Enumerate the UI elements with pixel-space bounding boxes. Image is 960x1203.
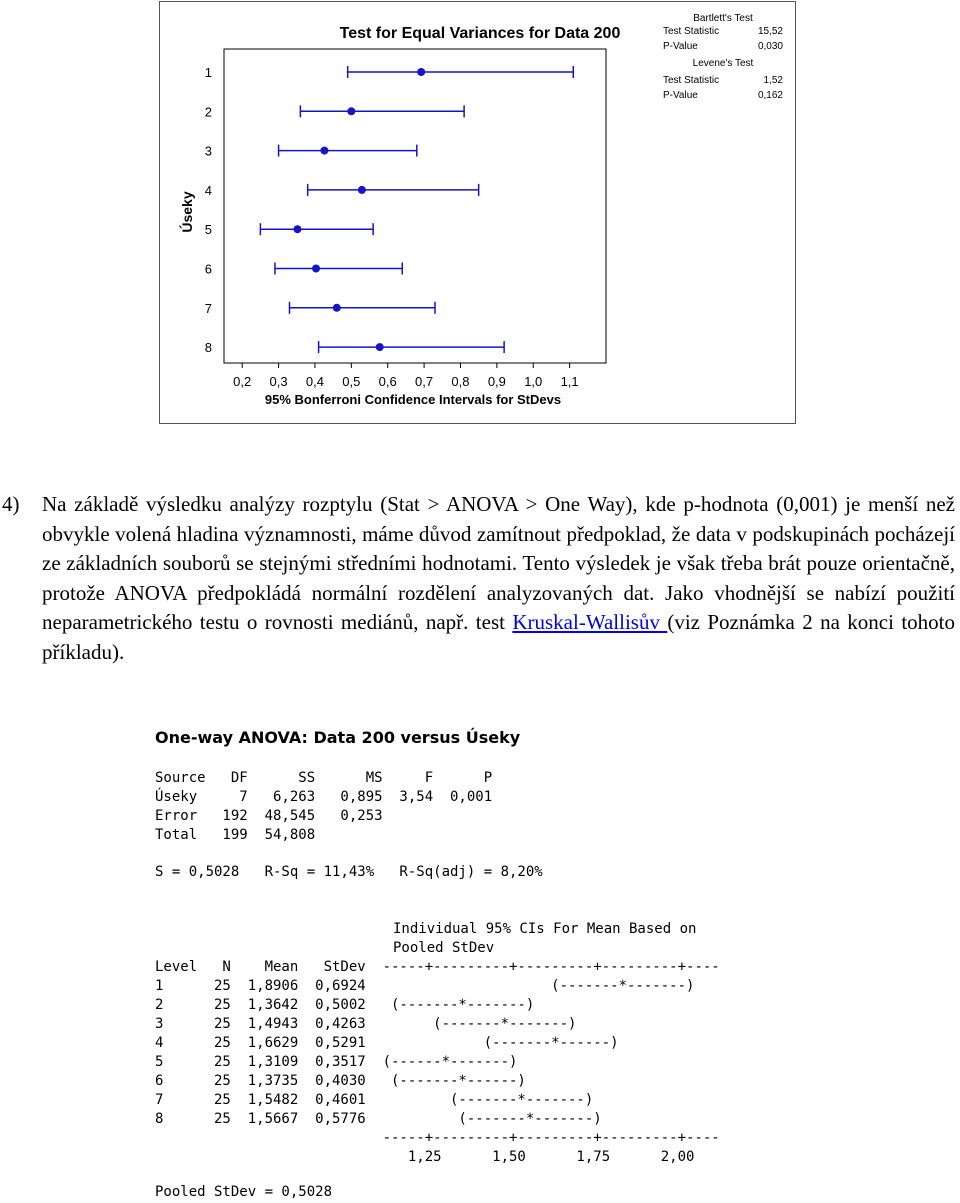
x-tick-label: 0,8 <box>451 374 470 389</box>
anova-table: Source DF SS MS F P Úseky 7 6,263 0,895 3,54 0,001 Error 192 48,545 0,253 Total 199 54,808 <box>155 770 493 843</box>
stdev-point <box>312 265 320 273</box>
stdev-point <box>376 343 384 351</box>
x-tick-label: 1,1 <box>560 374 579 389</box>
conclusion-paragraph <box>2 490 955 667</box>
stdev-point <box>293 225 301 233</box>
bartlett-stat-row <box>657 24 789 39</box>
test-statistics-legend <box>657 5 789 173</box>
bartlett-p-label: P-Value <box>663 41 698 52</box>
bartlett-stat-label: Test Statistic <box>663 26 720 37</box>
ci-table: Level N Mean StDev -----+---------+---------+---------+---- 1 25 1,8906 0,6924 (-------*-------) 2 25 1,3642 0,5002 (-------*-------) 3 25 1,4943 0,4263 (-------*-------) 4 25 1,6629 0,5291 (-------*------) 5 25 1,3109 0,3517 (------*-------) 6 25 1,3735 0,4030 (-------*------) 7 25 1,5482 0,4601 (-------*-------) 8 25 1,5667 0,5776 (-------*-------) -----+---------+---------+---------+---- 1,25 1,50 1,75 2,00 <box>155 959 720 1165</box>
paragraph-tail: (viz Poznámka 2 na konci tohoto příkladu). <box>42 610 955 664</box>
kruskal-wallis-link[interactable]: Kruskal-Wallisův <box>512 610 668 634</box>
stdev-point <box>320 147 328 155</box>
bartlett-title: Bartlett's Test <box>693 13 753 24</box>
levene-p-label: P-Value <box>663 90 698 101</box>
x-tick-label: 0,6 <box>378 374 397 389</box>
ci-header: Individual 95% CIs For Mean Based on Pooled StDev <box>393 921 697 956</box>
bartlett-stat-value: 15,52 <box>757 26 783 37</box>
y-tick-label: 4 <box>204 182 212 198</box>
y-tick-label: 5 <box>204 222 212 238</box>
pooled-stdev: Pooled StDev = 0,5028 <box>155 1184 333 1200</box>
x-tick-label: 0,5 <box>342 374 361 389</box>
chart-title: Test for Equal Variances for Data 200 <box>339 25 621 42</box>
x-tick-label: 0,7 <box>415 374 434 389</box>
levene-p-row <box>657 88 789 103</box>
y-tick-label: 2 <box>204 104 212 120</box>
levene-stat-value: 1,52 <box>763 75 783 86</box>
y-tick-label: 1 <box>204 65 212 80</box>
paragraph-number: 4) <box>2 492 20 516</box>
bartlett-p-value: 0,030 <box>757 41 783 52</box>
y-tick-label: 8 <box>204 340 212 356</box>
stdev-point <box>333 304 341 312</box>
anova-title: One-way ANOVA: Data 200 versus Úseky <box>155 728 521 747</box>
levene-stat-label: Test Statistic <box>663 75 720 86</box>
levene-p-value: 0,162 <box>757 90 783 101</box>
stdev-point <box>358 186 366 194</box>
stdev-point <box>347 107 355 115</box>
bartlett-p-row <box>657 39 789 54</box>
y-axis-label: Úseky <box>179 191 195 233</box>
anova-fit-stats: S = 0,5028 R-Sq = 11,43% R-Sq(adj) = 8,20% <box>155 864 543 880</box>
x-tick-label: 0,4 <box>305 374 324 389</box>
x-tick-label: 0,3 <box>269 374 288 389</box>
y-tick-label: 6 <box>204 261 212 277</box>
x-tick-label: 1,0 <box>524 374 543 389</box>
levene-title: Levene's Test <box>692 58 754 69</box>
plot-frame <box>224 49 606 363</box>
y-tick-label: 7 <box>204 300 212 316</box>
stdev-point <box>417 68 425 76</box>
y-tick-label: 3 <box>204 143 212 159</box>
x-tick-label: 0,9 <box>487 374 506 389</box>
levene-stat-row <box>657 73 789 88</box>
paragraph-text: Na základě výsledku analýzy rozptylu (Stat > ANOVA > One Way), kde p-hodnota (0,001) je menší než obvykle volená hladina významnosti, máme důvod zamítnout předpoklad, že data v podskupinách pocházejí ze základních souborů se stejnými středními hodnotami. Tento výsledek je však třeba brát pouze orientačně, protože ANOVA předpokládá normální rozdělení analyzovaných dat. Jako vhodnější se nabízí použití neparametrického testu o rovnosti mediánů, např. test <box>42 492 955 634</box>
variance-test-chart <box>159 1 796 424</box>
x-tick-label: 0,2 <box>233 374 252 389</box>
x-axis-label: 95% Bonferroni Confidence Intervals for StDevs <box>264 392 562 407</box>
